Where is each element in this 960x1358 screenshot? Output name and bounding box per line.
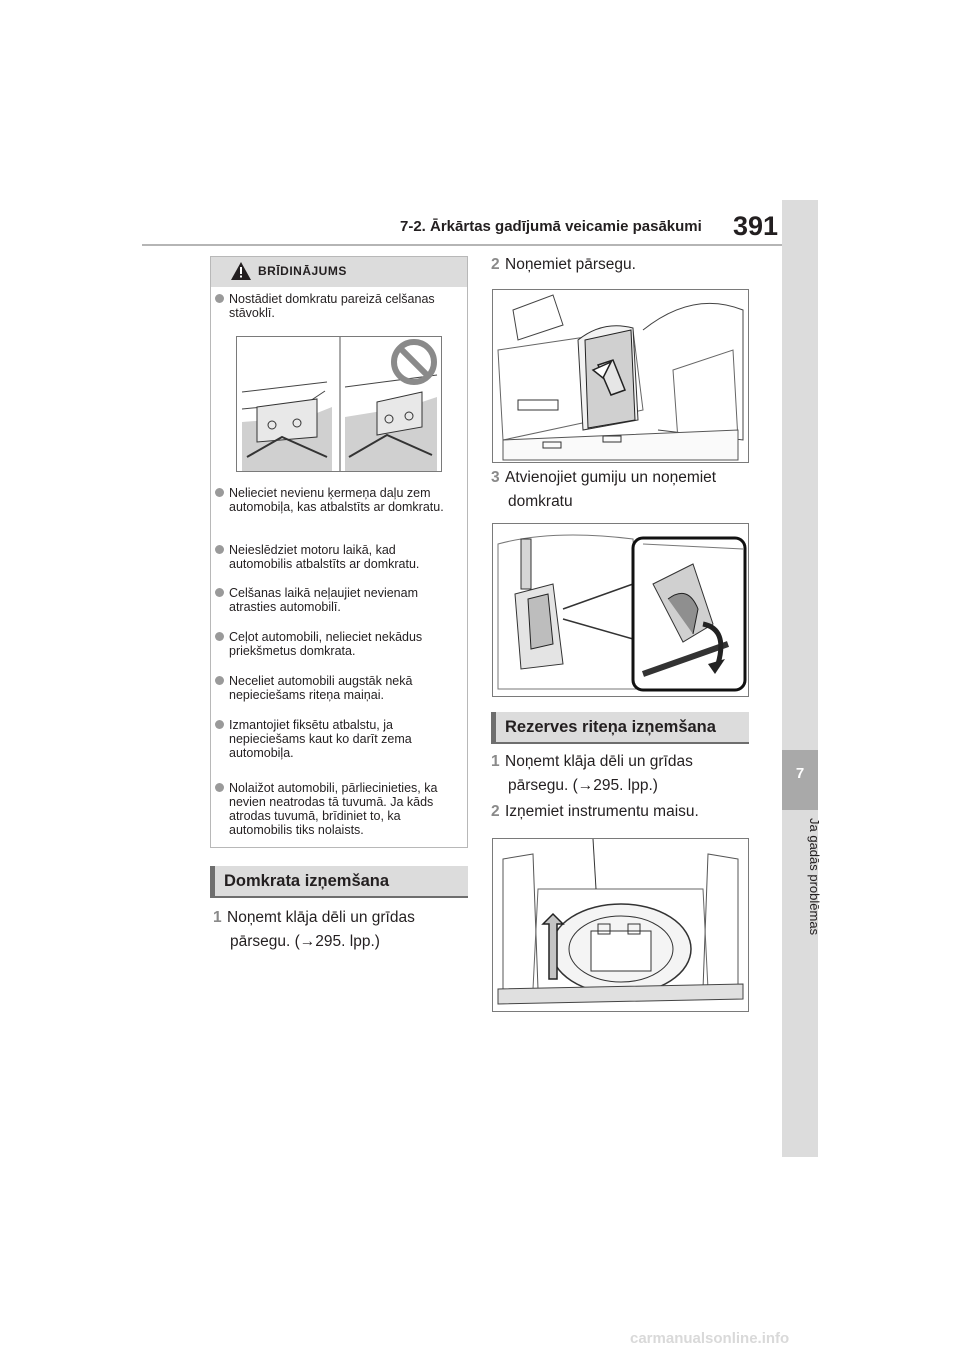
jack-step-2 [491,253,636,277]
warning-title: BRĪDINĀJUMS [258,264,347,278]
section-title: 7-2. Ārkārtas gadījumā veicamie pasākumi [400,218,702,235]
spare-step-2 [491,800,699,824]
jack-step-1 [213,906,415,954]
warning-triangle-icon [230,261,252,281]
step-text: Noņemt klāja dēli un grīdas [505,753,693,770]
jack-strap-figure [492,523,749,697]
warning-item: Nolaižot automobili, pārliecinieties, ka nevien neatrodas tā tuvumā. Ja kāds atrodas tuvumā, brīdiniet to, ka automobilis tiks nolaists. [215,781,460,837]
step-number: 1 [491,753,500,770]
step-text: Noņemiet pārsegu. [505,256,636,273]
chapter-number: 7 [795,765,805,782]
watermark: carmanualsonline.info [630,1330,790,1347]
step-number: 2 [491,256,500,273]
warning-item: Izmantojiet fiksētu atbalstu, ja nepieciešams kaut ko darīt zema automobiļa. [215,718,460,760]
section-heading-jack: Domkrata izņemšana [210,866,468,898]
step-number: 2 [491,803,500,820]
warning-item: Nostādiet domkratu pareizā celšanas stāvoklī. [215,292,460,320]
header-rule [142,244,782,246]
warning-item: Neieslēdziet motoru laikā, kad automobilis atbalstīts ar domkratu. [215,543,460,571]
spare-wheel-figure [492,838,749,1012]
chapter-label: Ja gadās problēmas [807,818,822,936]
step-text: Atvienojiet gumiju un noņemiet [505,469,717,486]
section-heading-spare: Rezerves riteņa izņemšana [491,712,749,744]
jack-step-3 [491,466,716,514]
warning-item: Ceļot automobili, nelieciet nekādus priekšmetus domkrata. [215,630,460,658]
step-text: Noņemt klāja dēli un grīdas [227,909,415,926]
step-number: 1 [213,909,222,926]
spare-step-1 [491,750,693,798]
cover-removal-figure [492,289,749,463]
page-number: 391 [733,211,779,241]
chapter-tab-strip [782,200,818,1157]
step-text: pārsegu. (→295. lpp.) [508,777,658,794]
step-text: Izņemiet instrumentu maisu. [505,803,699,820]
warning-item: Celšanas laikā neļaujiet nevienam atrasties automobilī. [215,586,460,614]
jack-position-figure [236,336,442,472]
step-text: domkratu [508,493,573,510]
warning-item: Neceliet automobili augstāk nekā nepieciešams riteņa maiņai. [215,674,460,702]
step-number: 3 [491,469,500,486]
step-text: pārsegu. (→295. lpp.) [230,933,380,950]
warning-item: Nelieciet nevienu ķermeņa daļu zem automobiļa, kas atbalstīts ar domkratu. [215,486,460,514]
